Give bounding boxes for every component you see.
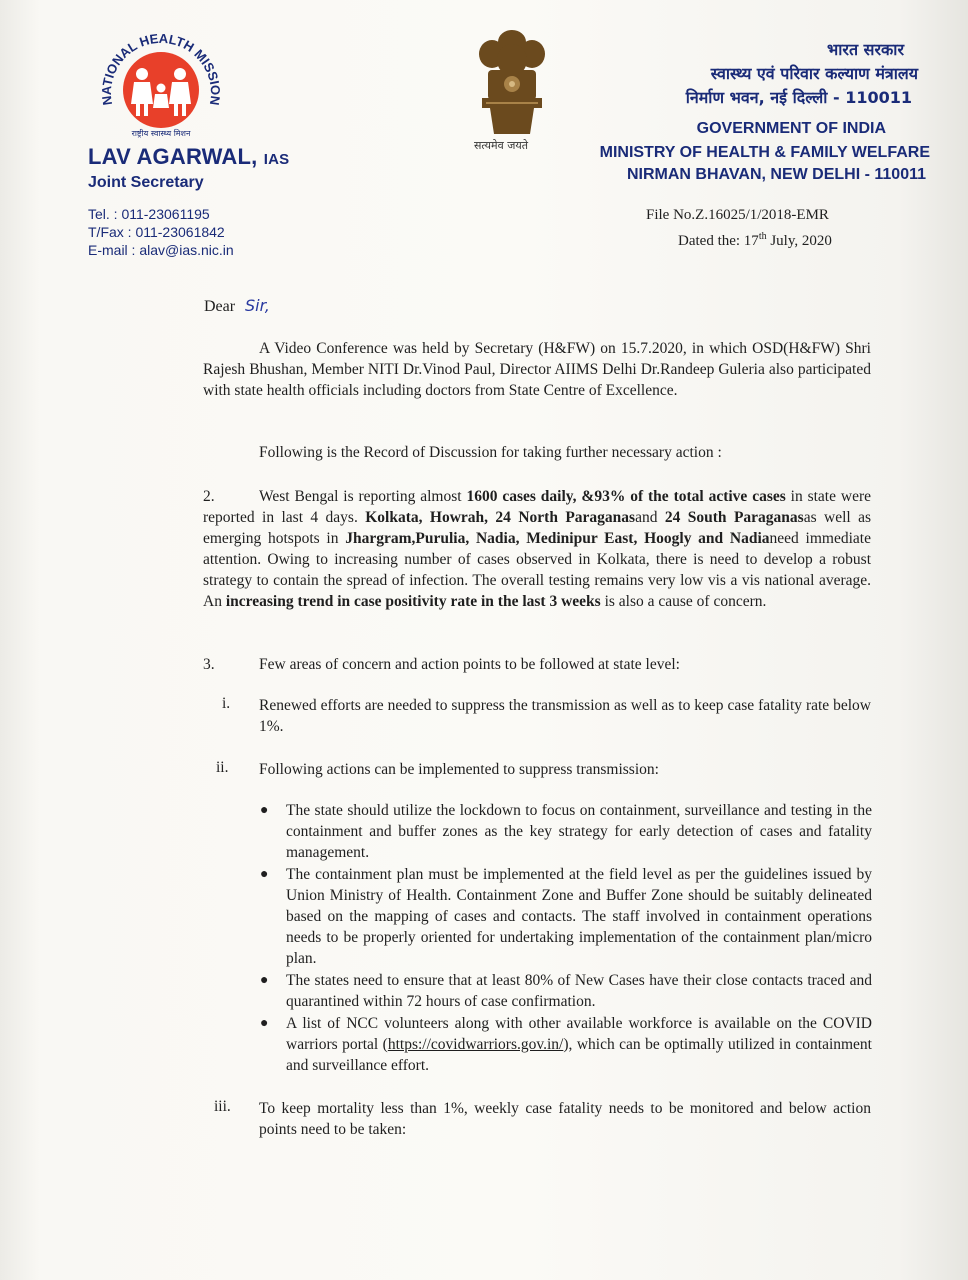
item-ii-text: Following actions can be implemented to suppress transmission: <box>259 761 659 778</box>
org-hindi-line1: भारत सरकार <box>827 40 904 59</box>
national-emblem-icon <box>470 24 554 142</box>
org-hindi-line2: स्वास्थ्य एवं परिवार कल्याण मंत्रालय <box>710 64 918 83</box>
salutation-dear: Dear <box>204 298 236 315</box>
letter-date: Dated the: 17th July, 2020 <box>678 231 832 249</box>
item-i-text: Renewed efforts are needed to suppress the transmission as well as to keep case fatality rate below 1%. <box>259 697 871 735</box>
paragraph-1: A Video Conference was held by Secretary (H&FW) on 15.7.2020, in which OSD(H&FW) Shri Rajesh Bhushan, Member NITI Dr.Vinod Paul, Director AIIMS Delhi Dr.Randeep Guleria also participated with state health officials including doctors from State Centre of Excellence. <box>203 340 871 399</box>
fax-number: T/Fax : 011-23061842 <box>88 224 225 240</box>
action-bullet-list <box>258 800 872 1077</box>
item-ii-number: ii. <box>216 759 229 776</box>
list-item: ● A list of NCC volunteers along with other available workforce is available on the COVID warriors portal (https://covidwarriors.gov.in/), which can be optimally utilized in containment and surveillance effort. <box>260 1015 872 1074</box>
salutation-name: Sir, <box>245 296 270 315</box>
list-item: ● The state should utilize the lockdown to focus on containment, surveillance and testing in the containment and buffer zones as the key strategy for early detection of cases and fatality management. <box>260 802 872 861</box>
item-iii-number: iii. <box>214 1098 231 1115</box>
covid-warriors-link[interactable]: https://covidwarriors.gov.in/ <box>387 1036 564 1053</box>
emblem-motto: सत्यमेव जयते <box>474 139 529 152</box>
sender-title: Joint Secretary <box>88 174 204 191</box>
org-eng-line1: GOVERNMENT OF INDIA <box>696 120 886 137</box>
org-eng-line2: MINISTRY OF HEALTH & FAMILY WELFARE <box>599 144 930 161</box>
section-3: 3. Few areas of concern and action points to be followed at state level: <box>203 656 680 673</box>
item-i-number: i. <box>222 695 231 712</box>
nhm-logo <box>96 22 226 140</box>
list-item: ● The containment plan must be implemented at the field level as per the guidelines issued by Union Ministry of Health. Containment Zone and Buffer Zone should be suitably delineated based on the mapping of cases and contacts. The staff involved in containment operations needs to be properly oriented for undertaking implementation of the containment plan/micro plan. <box>260 866 872 967</box>
list-item: ● The states need to ensure that at least 80% of New Cases have their close contacts traced and quarantined within 72 hours of case confirmation. <box>260 972 872 1010</box>
sender-name: LAV AGARWAL, IAS <box>88 144 290 169</box>
tel-number: Tel. : 011-23061195 <box>88 206 210 222</box>
email-address: E-mail : alav@ias.nic.in <box>88 242 234 258</box>
org-hindi-line3: निर्माण भवन, नई दिल्ली - 110011 <box>685 88 912 107</box>
section-2: 2. West Bengal is reporting almost 1600 cases daily, &93% of the total active cases in state were reported in last 4 days. Kolkata, Howrah, 24 North Paraganasand 24 South Paraganasas well as emerging hotspots in Jhargram,Purulia, Nadia, Medinipur East, Hoogly and Nadianeed immediate attention. Owing to increasing number of cases observed in Kolkata, there is need to develop a robust strategy to contain the spread of infection. The overall testing remains very low vis a vis national average. An increasing trend in case positivity rate in the last 3 weeks is also a cause of concern. <box>203 488 872 610</box>
svg-text:राष्ट्रीय स्वास्थ्य मिशन: राष्ट्रीय स्वास्थ्य मिशन <box>131 129 191 138</box>
file-number: File No.Z.16025/1/2018-EMR <box>646 207 829 223</box>
org-eng-line3: NIRMAN BHAVAN, NEW DELHI - 110011 <box>626 166 926 183</box>
paragraph-2: Following is the Record of Discussion for taking further necessary action : <box>259 444 722 461</box>
item-iii-text: To keep mortality less than 1%, weekly case fatality needs to be monitored and below action points need to be taken: <box>259 1100 871 1138</box>
svg-text:NATIONAL HEALTH MISSION: NATIONAL HEALTH MISSION <box>98 30 224 107</box>
